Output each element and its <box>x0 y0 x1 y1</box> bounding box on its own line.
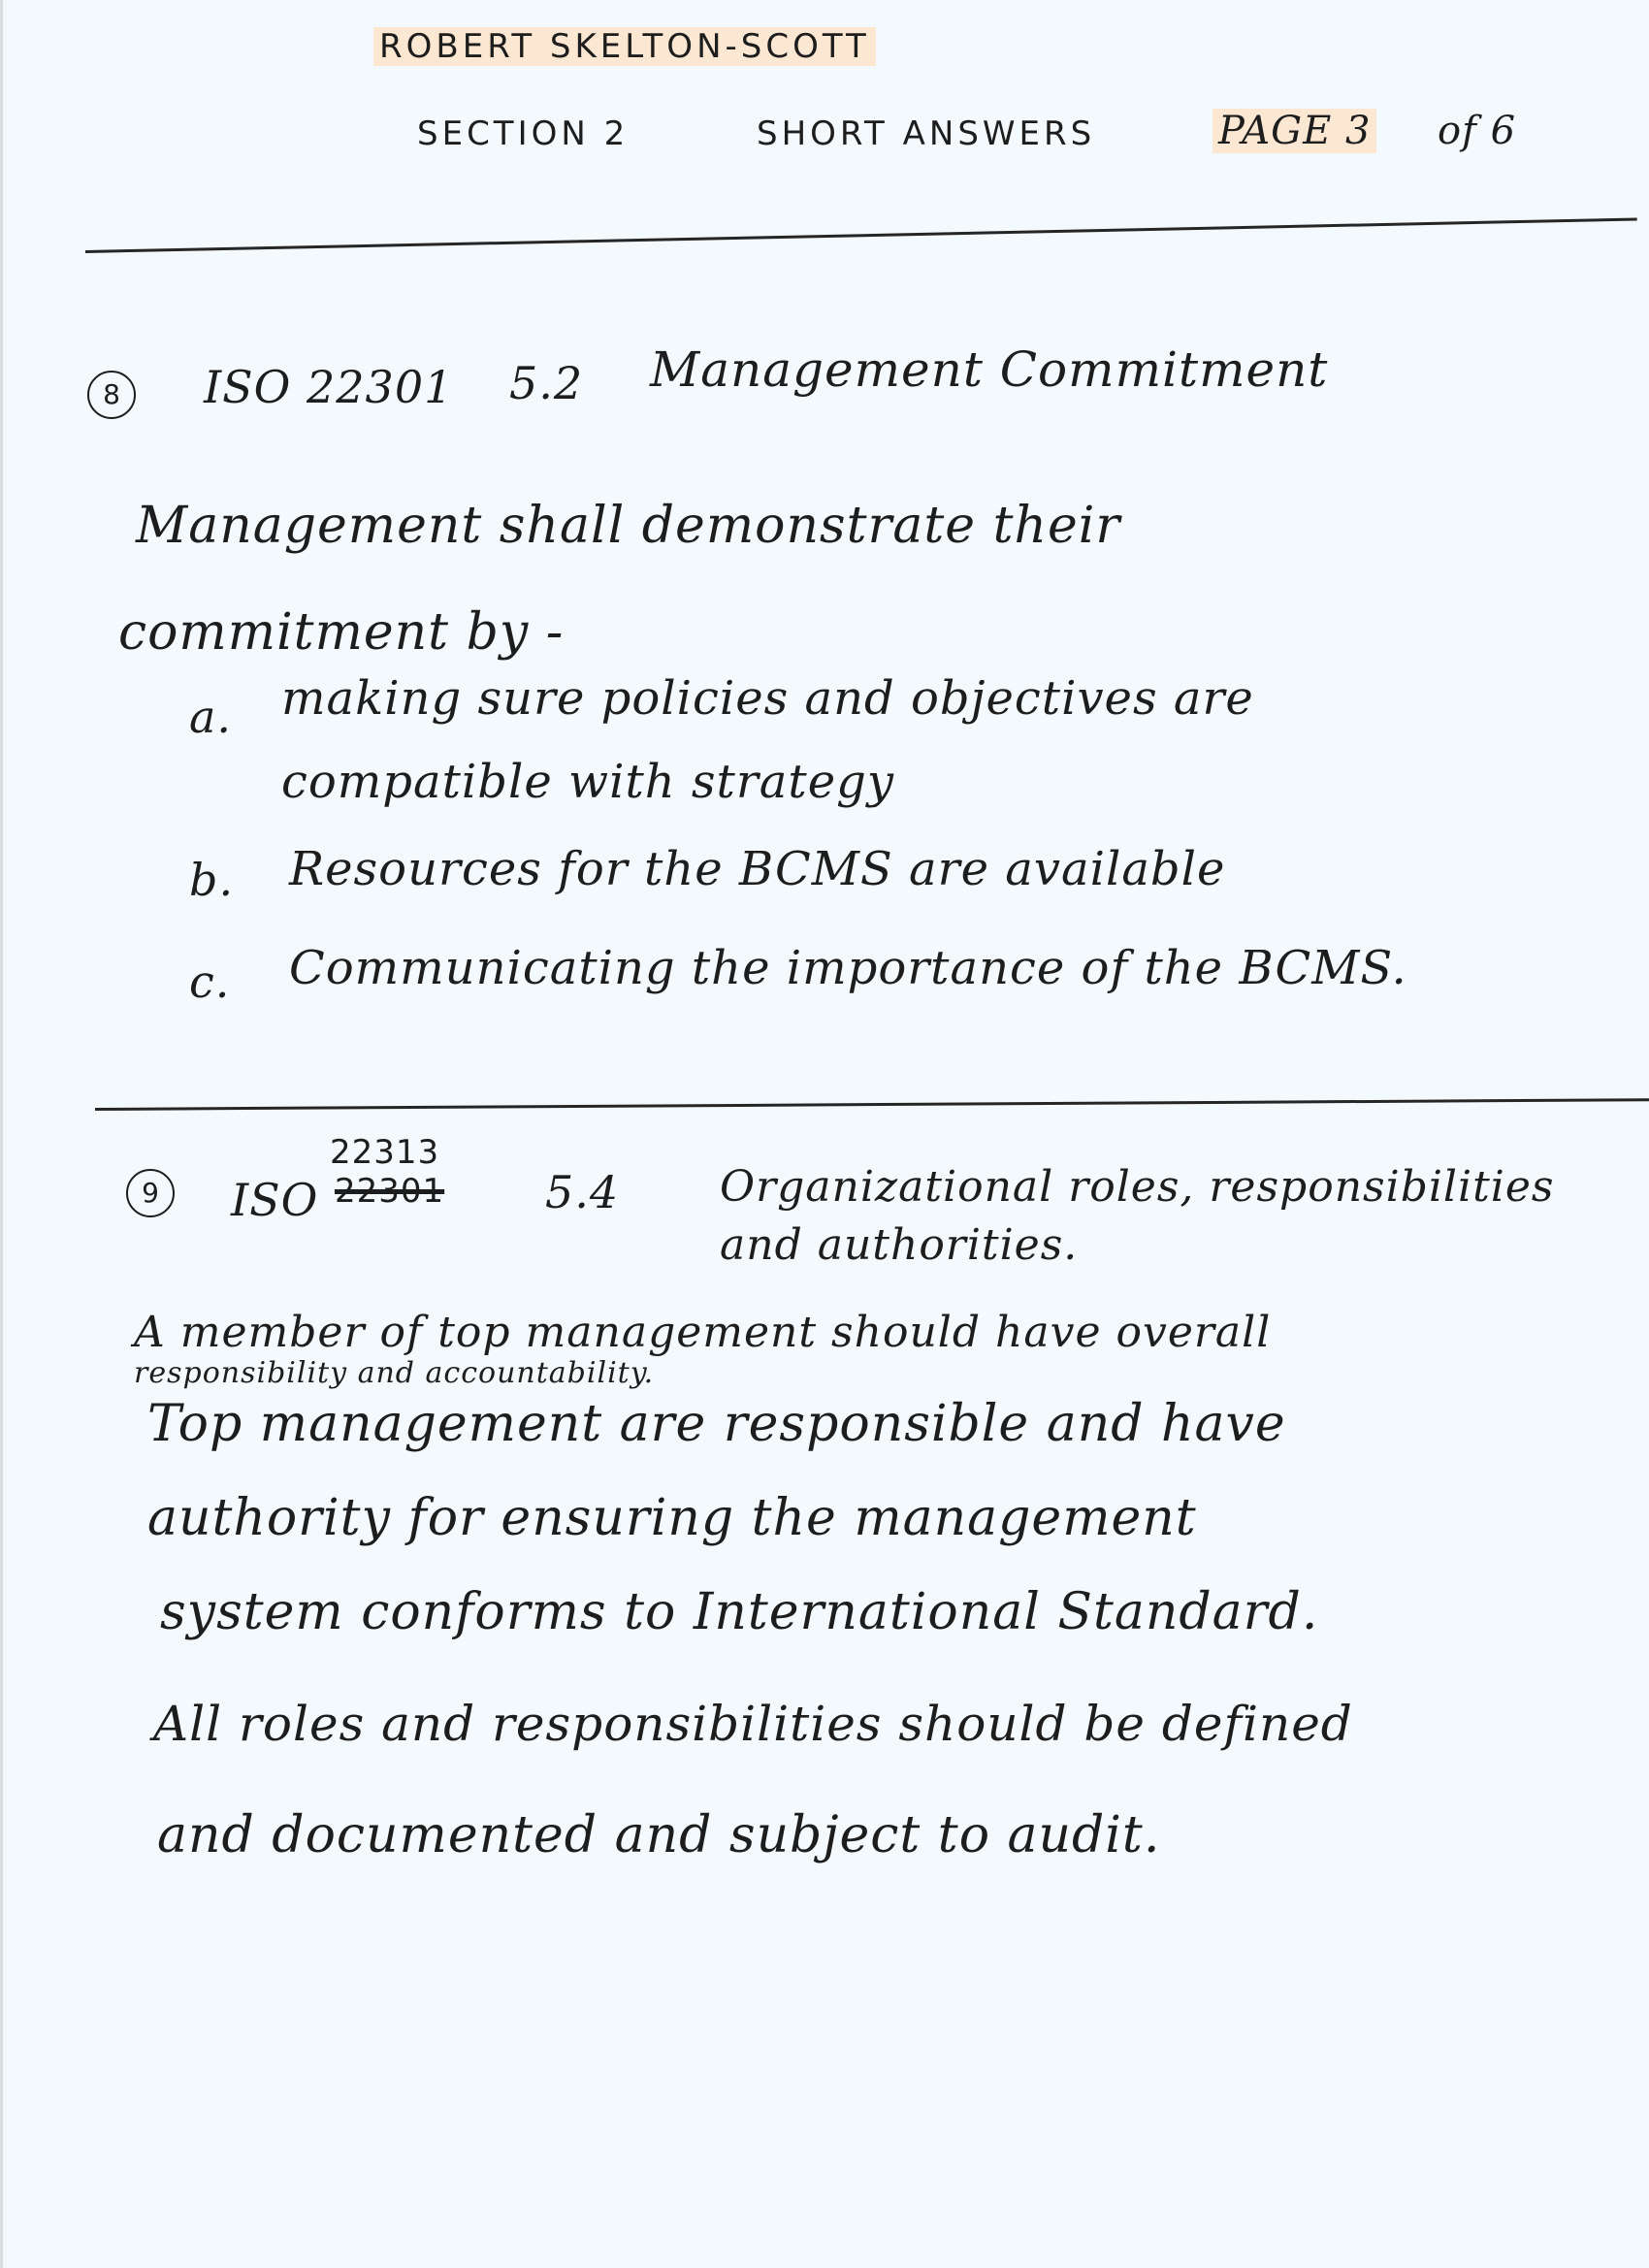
q9-line-a-2: responsibility and accountability. <box>134 1356 655 1390</box>
page-total: of 6 <box>1438 109 1517 153</box>
question-number-badge: 9 <box>126 1169 175 1217</box>
q8-item-b-line-1: Resources for the BCMS are available <box>289 842 1226 896</box>
q9-body-line-4: All roles and responsibilities should be defined <box>153 1696 1353 1752</box>
q9-clause: 5.4 <box>545 1166 620 1218</box>
q9-heading-line-1: Organizational roles, responsibilities <box>720 1162 1555 1212</box>
q9-line-a: A member of top management should have overall <box>134 1308 1272 1357</box>
q8-item-c-marker: c. <box>189 956 231 1008</box>
q9-body-line-5: and documented and subject to audit. <box>157 1806 1161 1864</box>
q8-item-a-line-2: compatible with strategy <box>281 755 894 809</box>
q9-body-line-3: system conforms to International Standard. <box>160 1583 1319 1641</box>
q9-body-line-1: Top management are responsible and have <box>147 1395 1286 1453</box>
q9-standard-prefix: ISO <box>231 1174 319 1226</box>
page-edge <box>0 0 3 2268</box>
q9-heading-line-2: and authorities. <box>720 1220 1079 1270</box>
q8-item-a-marker: a. <box>189 691 233 743</box>
divider-line <box>85 217 1637 253</box>
q9-standard-struck: 22301 <box>335 1172 445 1211</box>
q8-heading: Management Commitment <box>650 341 1329 398</box>
q8-intro-line-2: commitment by - <box>118 603 565 662</box>
q8-clause: 5.2 <box>509 357 584 409</box>
section-label: SECTION 2 <box>417 114 630 153</box>
question-number-badge: 8 <box>87 371 136 419</box>
divider-line <box>95 1098 1649 1111</box>
q8-intro-line-1: Management shall demonstrate their <box>136 497 1121 555</box>
short-answers-label: SHORT ANSWERS <box>757 114 1096 153</box>
author-name: ROBERT SKELTON-SCOTT <box>373 27 876 66</box>
q9-standard-correction: 22313 <box>330 1133 440 1172</box>
q8-item-c-line-1: Communicating the importance of the BCMS. <box>289 941 1407 995</box>
q8-item-a-line-1: making sure policies and objectives are <box>281 671 1254 726</box>
q8-item-b-marker: b. <box>189 854 235 906</box>
q8-standard: ISO 22301 <box>204 361 454 413</box>
page-number: PAGE 3 <box>1212 109 1376 153</box>
q9-body-line-2: authority for ensuring the management <box>147 1489 1197 1547</box>
